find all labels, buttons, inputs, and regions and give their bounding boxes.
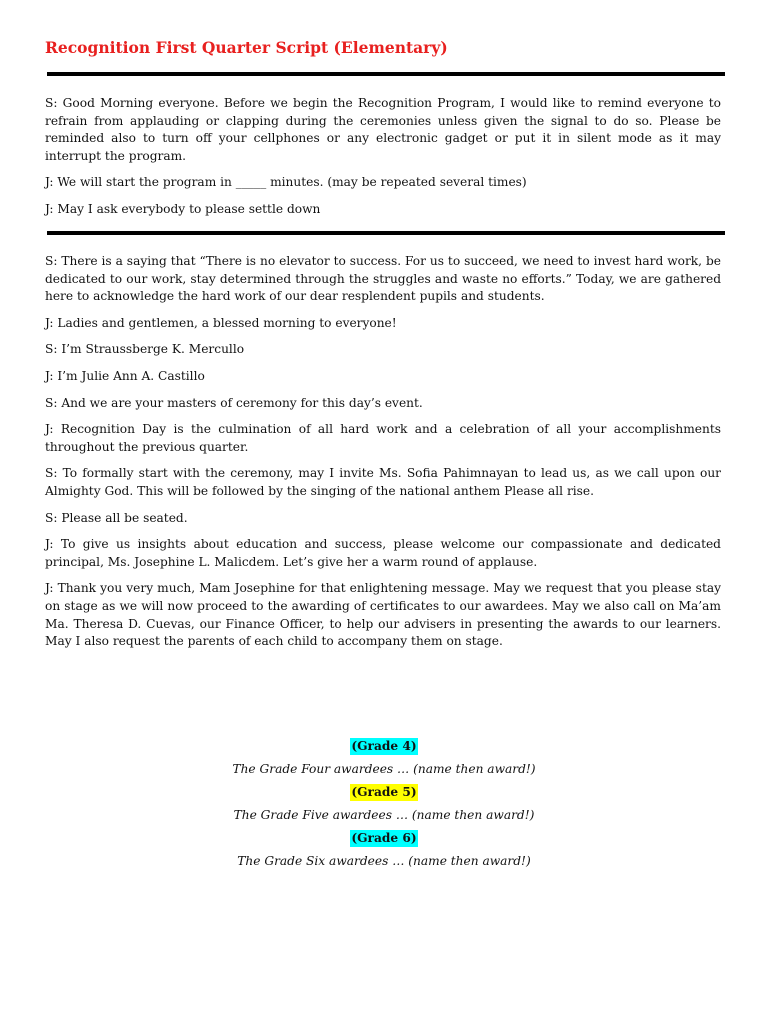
- script-paragraph: J: Ladies and gentlemen, a blessed morning to everyone!: [45, 315, 397, 330]
- grade-4-note: The Grade Four awardees … (name then award!): [232, 762, 536, 776]
- intro-paragraph: S: Good Morning everyone. Before we begin the Recognition Program, I would like to remind everyone to refrain from applauding or clapping during the ceremonies unless given the signal to do so. Please be reminded also to turn off your cellphones or any electronic gadget or put it in silent mode as it may interrupt the program.: [45, 96, 721, 163]
- intro-paragraph: J: May I ask everybody to please settle down: [45, 201, 321, 216]
- grade-6-heading: (Grade 6): [351, 831, 417, 845]
- script-paragraph: S: I’m Straussberge K. Mercullo: [45, 342, 245, 357]
- intro-paragraph: J: We will start the program in _____ minutes. (may be repeated several times): [45, 175, 527, 190]
- script-paragraph: S: And we are your masters of ceremony for this day’s event.: [45, 395, 423, 410]
- grade-5-heading: (Grade 5): [351, 785, 417, 799]
- script-paragraph: J: I’m Julie Ann A. Castillo: [45, 368, 205, 383]
- script-paragraph: S: Please all be seated.: [45, 510, 188, 525]
- script-paragraph: S: There is a saying that “There is no elevator to success. For us to succeed, we need to invest hard work, be dedicated to our work, stay determined through the struggles and waste no efforts.” Today, we are gathered here to acknowledge the hard work of our dear resplendent pupils and students.: [45, 254, 721, 304]
- script-paragraph: J: To give us insights about education and success, please welcome our compassionate and dedicated principal, Ms. Josephine L. Malicdem. Let’s give her a warm round of applause.: [45, 537, 721, 569]
- document-title: Recognition First Quarter Script (Elementary): [45, 38, 448, 57]
- grade-sections: [0, 738, 768, 876]
- top-divider: [47, 72, 725, 76]
- section-divider: [47, 231, 725, 235]
- script-paragraph: J: Thank you very much, Mam Josephine for that enlightening message. May we request that you please stay on stage as we will now proceed to the awarding of certificates to our awardees. May we also call on Ma’am Ma. Theresa D. Cuevas, our Finance Officer, to help our advisers in presenting the awards to our learners. May I also request the parents of each child to accompany them on stage.: [45, 581, 721, 649]
- script-paragraph: S: To formally start with the ceremony, may I invite Ms. Sofia Pahimnayan to lead us, as we call upon our Almighty God. This will be followed by the singing of the national anthem Please all rise.: [45, 466, 721, 498]
- intro-section: [45, 95, 721, 228]
- script-body: [45, 253, 721, 660]
- grade-4-heading: (Grade 4): [351, 739, 417, 753]
- grade-6-note: The Grade Six awardees … (name then award!): [237, 854, 531, 868]
- grade-5-note: The Grade Five awardees … (name then award!): [233, 808, 535, 822]
- script-paragraph: J: Recognition Day is the culmination of all hard work and a celebration of all your accomplishments throughout the previous quarter.: [45, 422, 721, 454]
